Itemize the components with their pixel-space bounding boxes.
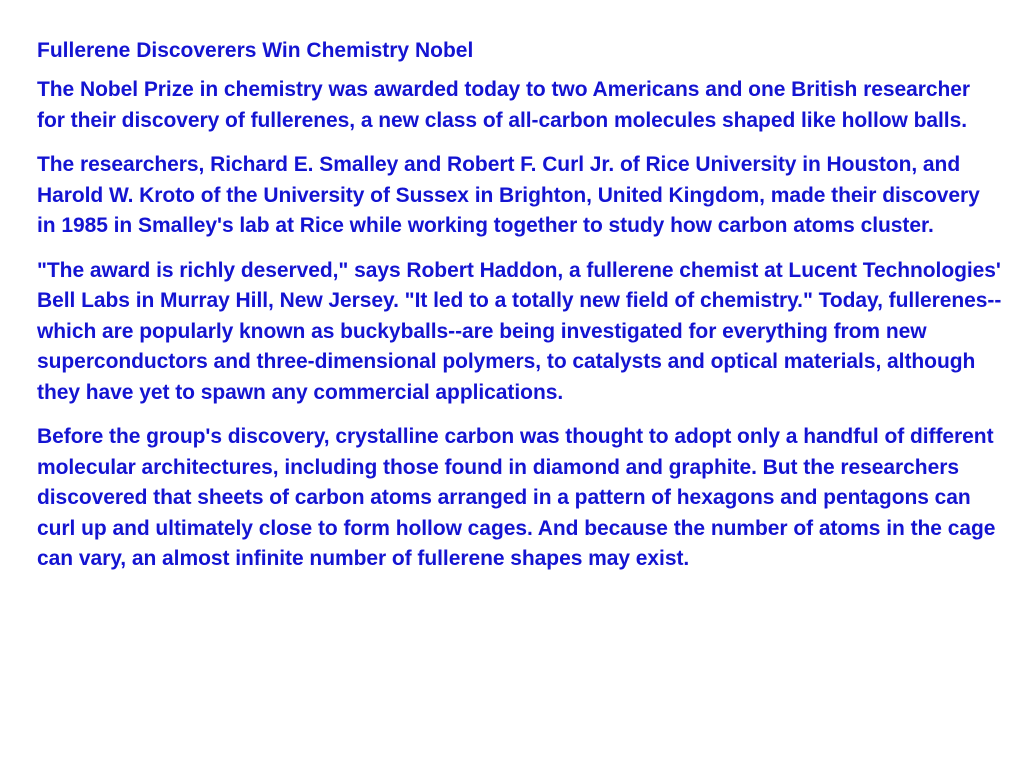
article-paragraph-3: "The award is richly deserved," says Robert Haddon, a fullerene chemist at Lucent Technologies' Bell Labs in Murray Hill, New Jersey. "It led to a totally new field of chemistry." Today, fullerenes--which are popularly known as buckyballs--are being investigated for everything from new superconductors and three-dimensional polymers, to catalysts and optical materials, although they have yet to spawn any commercial applications.: [37, 258, 1002, 404]
article-title: Fullerene Discoverers Win Chemistry Nobel: [37, 39, 474, 62]
article: [37, 36, 1003, 589]
article-paragraph-2: The researchers, Richard E. Smalley and Robert F. Curl Jr. of Rice University in Houston, and Harold W. Kroto of the University of Sussex in Brighton, United Kingdom, made their discovery in 1985 in Smalley's lab at Rice while working together to study how carbon atoms cluster.: [37, 153, 980, 237]
article-paragraph-1: The Nobel Prize in chemistry was awarded today to two Americans and one British researcher for their discovery of fullerenes, a new class of all-carbon molecules shaped like hollow balls.: [37, 78, 971, 132]
article-paragraph-4: Before the group's discovery, crystalline carbon was thought to adopt only a handful of different molecular architectures, including those found in diamond and graphite. But the researchers discovered that sheets of carbon atoms arranged in a pattern of hexagons and pentagons can curl up and ultimately close to form hollow cages. And because the number of atoms in the cage can vary, an almost infinite number of fullerene shapes may exist.: [37, 425, 996, 570]
